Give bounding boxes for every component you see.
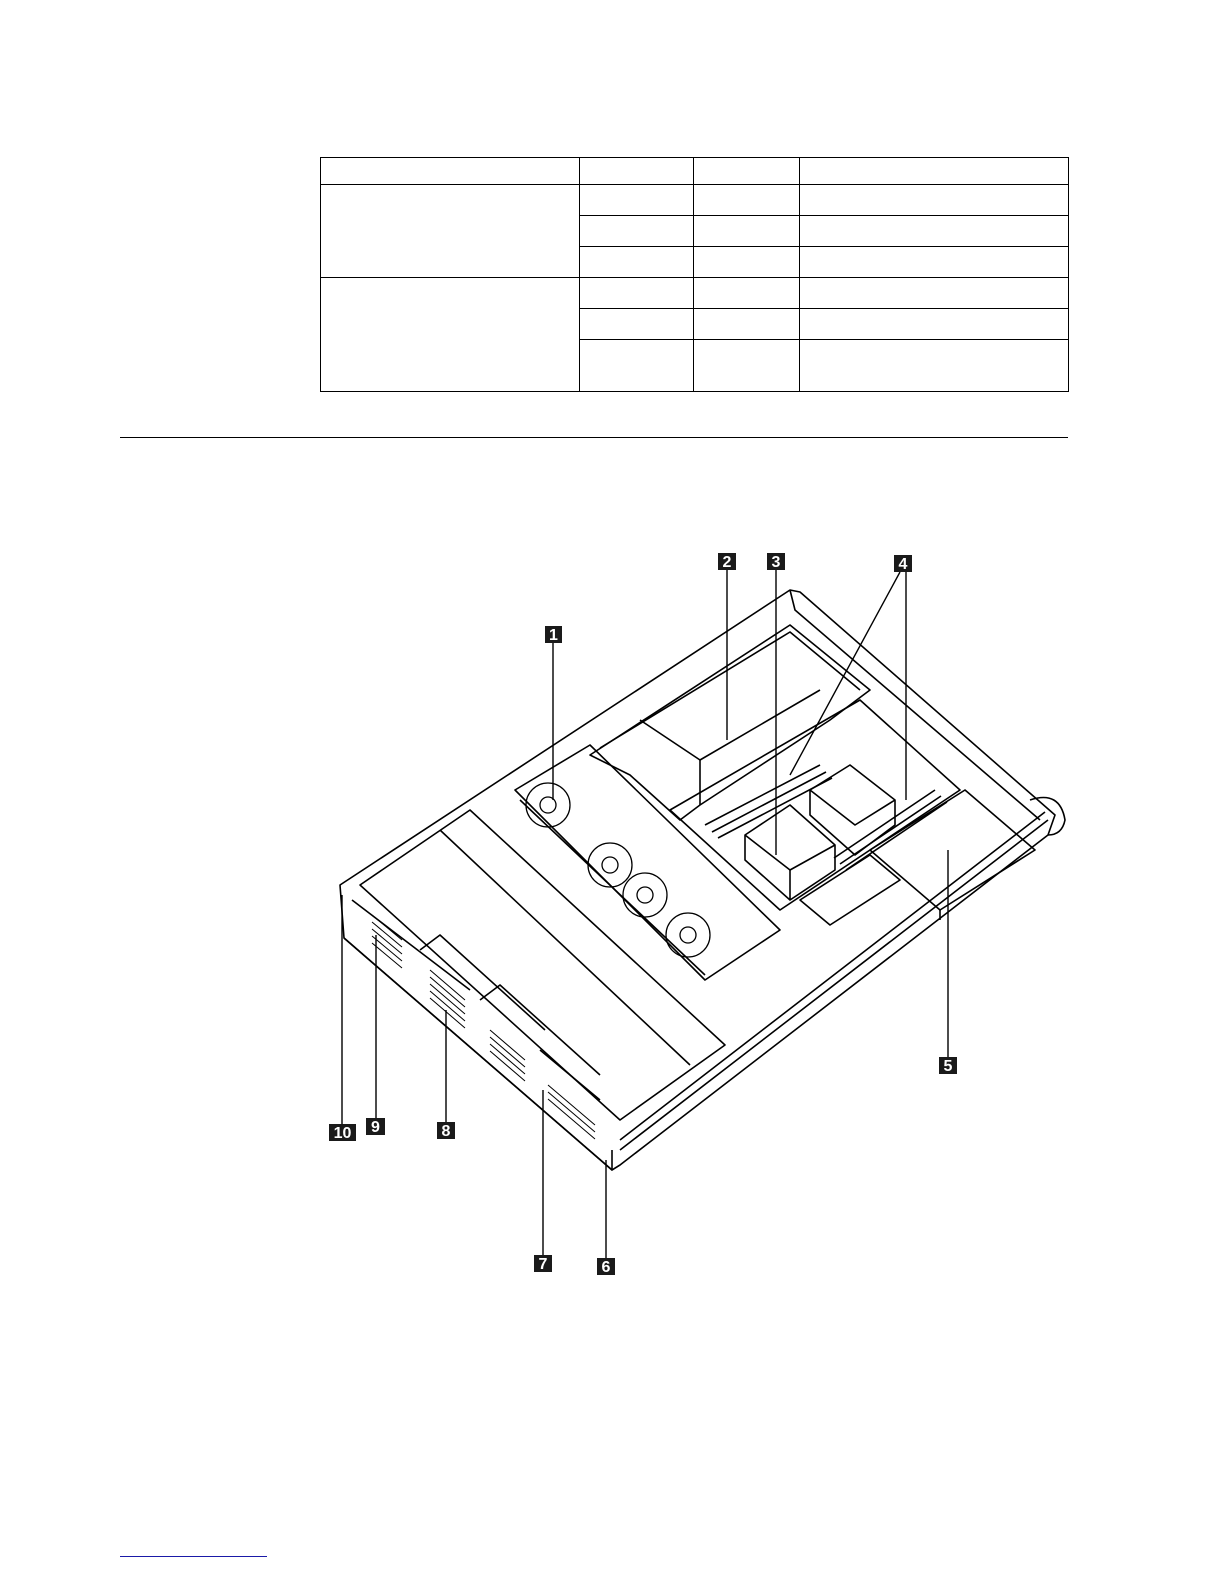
fan-icon: [623, 873, 667, 917]
table-cell: [580, 278, 694, 309]
callout-6: [597, 1258, 615, 1276]
table-row: [321, 278, 1069, 309]
table-cell: [580, 340, 694, 392]
drive-bay-grilles: [372, 915, 595, 1139]
table-cell: [694, 309, 800, 340]
table-cell: [580, 216, 694, 247]
callout-label: 6: [601, 1259, 611, 1276]
spec-table: [320, 157, 1069, 392]
table-cell: [800, 278, 1069, 309]
server-chassis-figure: [300, 540, 1100, 1280]
callout-label: 5: [943, 1058, 953, 1075]
callout-7: [534, 1255, 552, 1273]
chassis-outline: [340, 590, 1065, 1170]
callout-3: [767, 553, 785, 571]
callout-10: [329, 1124, 356, 1142]
table-cell: [694, 185, 800, 216]
callout-4: [894, 555, 912, 573]
section-divider: [120, 437, 1068, 438]
table-header-cell: [580, 158, 694, 185]
callout-leaders: [342, 570, 948, 1258]
table-group-cell: [321, 185, 580, 278]
fan-icon: [526, 783, 570, 827]
table-cell: [694, 340, 800, 392]
callout-1: [545, 626, 562, 644]
callout-9: [366, 1118, 385, 1136]
callout-5: [939, 1057, 957, 1075]
callout-label: 3: [771, 554, 781, 571]
table-header-cell: [800, 158, 1069, 185]
table-cell: [580, 185, 694, 216]
table-header-row: [321, 158, 1069, 185]
table-cell: [580, 247, 694, 278]
table-header-cell: [694, 158, 800, 185]
table-cell: [800, 247, 1069, 278]
callout-label: 10: [333, 1125, 352, 1142]
table-cell: [800, 309, 1069, 340]
table-cell: [800, 340, 1069, 392]
table-group-cell: [321, 278, 580, 392]
fan-icon: [666, 913, 710, 957]
callout-label: 8: [441, 1123, 451, 1140]
table-header-cell: [321, 158, 580, 185]
fan-array: [526, 783, 710, 957]
callout-2: [718, 553, 736, 571]
fan-icon: [588, 843, 632, 887]
callout-label: 1: [549, 627, 558, 644]
callout-label: 7: [538, 1256, 548, 1273]
table-cell: [694, 247, 800, 278]
table-cell: [800, 216, 1069, 247]
table-cell: [580, 309, 694, 340]
table-cell: [694, 216, 800, 247]
callout-8: [437, 1122, 455, 1140]
table-row: [321, 185, 1069, 216]
callout-label: 2: [722, 554, 732, 571]
footer-link-rule: [120, 1556, 267, 1557]
table-cell: [800, 185, 1069, 216]
callout-label: 4: [898, 556, 908, 573]
callout-label: 9: [371, 1119, 380, 1136]
table-cell: [694, 278, 800, 309]
